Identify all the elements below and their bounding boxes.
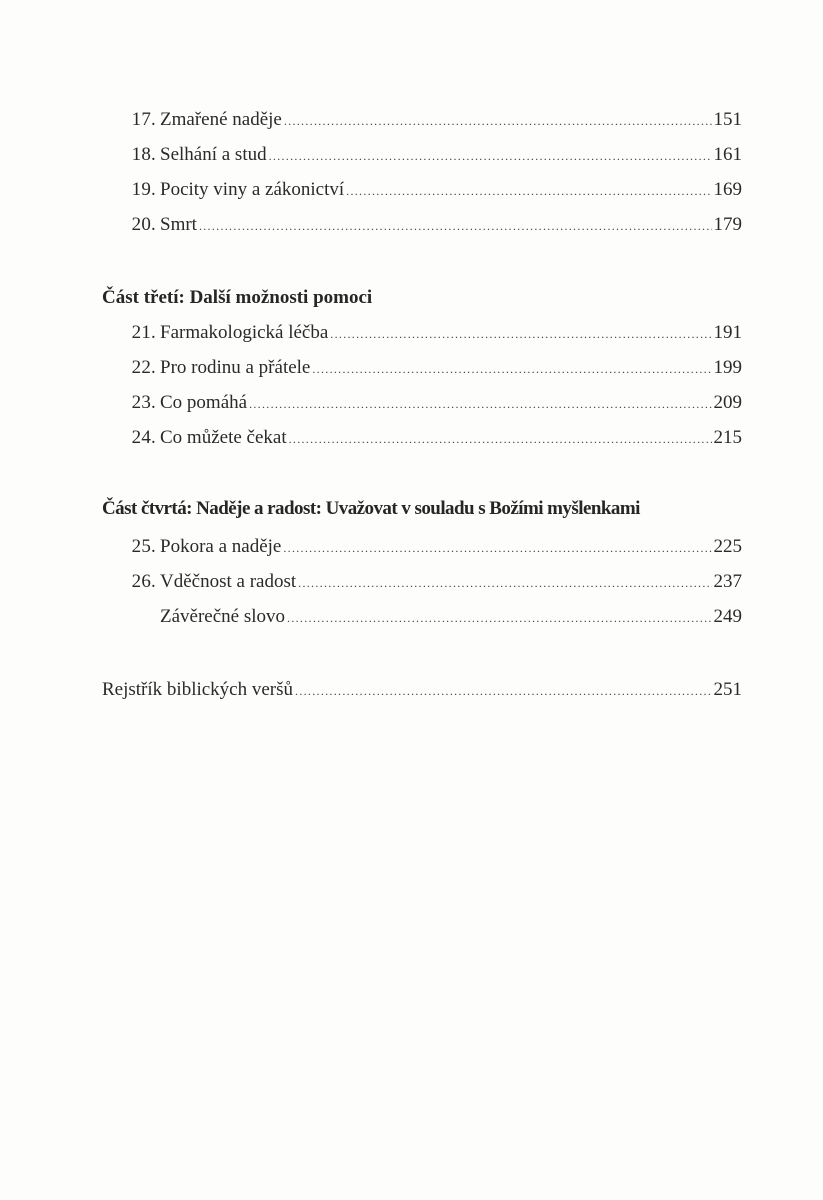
chapter-number: 22. [131, 357, 156, 378]
chapter-number: 25. [131, 536, 156, 557]
toc-list-part-four [104, 529, 742, 634]
dot-leader [330, 317, 711, 352]
page-number: 191 [713, 322, 742, 343]
chapter-number: 21. [131, 322, 156, 343]
chapter-title: Selhání a stud [160, 144, 267, 165]
page-number: 251 [713, 679, 742, 700]
toc-entry [104, 599, 742, 634]
toc-entry [104, 420, 742, 455]
dot-leader [269, 139, 712, 174]
dot-leader [283, 531, 711, 566]
dot-leader [295, 674, 711, 709]
page-number: 161 [713, 144, 742, 165]
chapter-title: Vděčnost a radost [160, 571, 297, 592]
chapter-number: 26. [131, 571, 156, 592]
page-number: 225 [713, 536, 742, 557]
page-number: 237 [713, 571, 742, 592]
chapter-title: Pro rodinu a přátele [160, 357, 311, 378]
toc-list-continued [104, 102, 742, 242]
dot-leader [287, 601, 711, 636]
toc-entry [104, 172, 742, 207]
toc-entry-index [102, 672, 742, 707]
toc-entry [104, 137, 742, 172]
chapter-number: 19. [131, 179, 156, 200]
chapter-title: Pocity viny a zákonictví [160, 179, 345, 200]
toc-entry [104, 207, 742, 242]
chapter-title: Farmakologická léčba [160, 322, 329, 343]
page-number: 215 [713, 427, 742, 448]
part-heading: Část čtvrtá: Naděje a radost: Uvažovat v souladu s Božími myšlenkami [102, 498, 640, 519]
index-title: Rejstřík biblických veršů [102, 679, 294, 700]
dot-leader [289, 422, 712, 457]
dot-leader [284, 104, 712, 139]
chapter-number: 20. [131, 214, 156, 235]
toc-entry [104, 102, 742, 137]
part-heading: Část třetí: Další možnosti pomoci [102, 287, 373, 308]
toc-entry [104, 385, 742, 420]
page-number: 179 [713, 214, 742, 235]
toc-list-part-three [104, 315, 742, 455]
chapter-title: Závěrečné slovo [160, 606, 286, 627]
toc-entry [104, 529, 742, 564]
chapter-number: 23. [131, 392, 156, 413]
page-number: 151 [713, 109, 742, 130]
toc-entry [104, 350, 742, 385]
chapter-title: Co pomáhá [160, 392, 248, 413]
dot-leader [298, 566, 711, 601]
toc-entry [104, 315, 742, 350]
dot-leader [199, 209, 712, 244]
page-number: 249 [713, 606, 742, 627]
chapter-title: Zmařené naděje [160, 109, 282, 130]
chapter-number: 24. [131, 427, 156, 448]
chapter-title: Pokora a naděje [160, 536, 282, 557]
chapter-title: Smrt [160, 214, 197, 235]
chapter-number: 18. [131, 144, 156, 165]
chapter-title: Co můžete čekat [160, 427, 287, 448]
page-number: 199 [713, 357, 742, 378]
dot-leader [249, 387, 711, 422]
dot-leader [346, 174, 711, 209]
chapter-number: 17. [131, 109, 156, 130]
dot-leader [312, 352, 711, 387]
toc-entry [104, 564, 742, 599]
toc-index-block [102, 672, 742, 707]
page-number: 169 [713, 179, 742, 200]
page-number: 209 [713, 392, 742, 413]
